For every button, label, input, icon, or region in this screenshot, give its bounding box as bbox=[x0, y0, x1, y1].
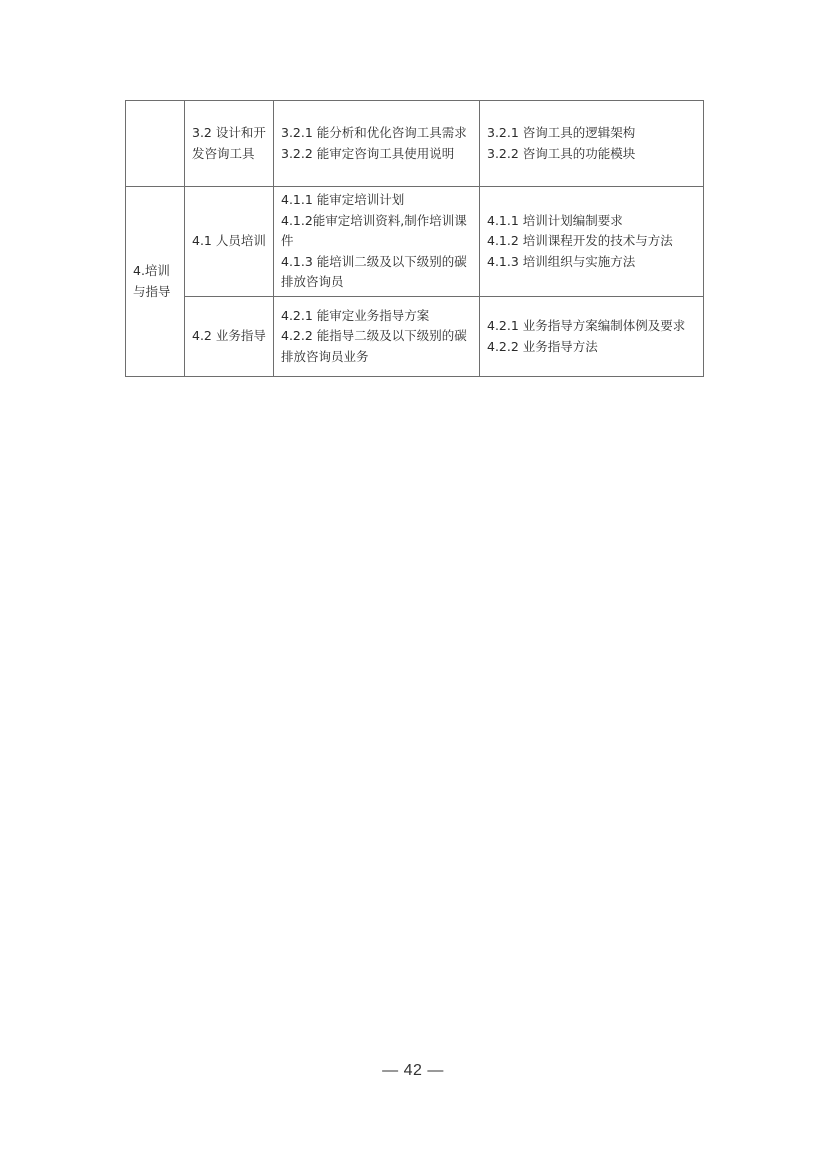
knowledge-item: 4.2.1 业务指导方案编制体例及要求 bbox=[487, 318, 686, 333]
table-row bbox=[126, 187, 704, 297]
skill-item: 4.1.1 能审定培训计划 bbox=[281, 192, 405, 208]
knowledge-requirements-cell bbox=[480, 297, 704, 377]
knowledge-requirements-cell bbox=[480, 187, 704, 297]
knowledge-item: 3.2.2 咨询工具的功能模块 bbox=[487, 145, 636, 161]
subcategory-cell: 4.1 人员培训 bbox=[185, 187, 274, 297]
knowledge-item: 4.1.3 培训组织与实施方法 bbox=[487, 253, 636, 269]
subcategory-cell: 4.2 业务指导 bbox=[185, 297, 274, 377]
skill-item: 4.2.2 能指导二级及以下级别的碳排放咨询员业务 bbox=[281, 328, 467, 364]
skill-requirements-cell bbox=[274, 297, 480, 377]
skills-requirements-table bbox=[125, 100, 704, 377]
category-cell: 4.培训与指导 bbox=[126, 187, 185, 377]
knowledge-item: 4.1.2 培训课程开发的技术与方法 bbox=[487, 233, 673, 249]
knowledge-requirements-cell bbox=[480, 101, 704, 187]
skill-requirements-cell bbox=[274, 101, 480, 187]
knowledge-item: 4.2.2 业务指导方法 bbox=[487, 338, 598, 354]
knowledge-item: 4.1.1 培训计划编制要求 bbox=[487, 212, 623, 228]
knowledge-item: 3.2.1 咨询工具的逻辑架构 bbox=[487, 125, 636, 140]
skill-item: 4.1.3 能培训二级及以下级别的碳排放咨询员 bbox=[281, 253, 467, 290]
page-number: — 42 — bbox=[382, 1062, 444, 1079]
skill-item: 3.2.1 能分析和优化咨询工具需求 bbox=[281, 125, 467, 140]
skill-item: 3.2.2 能审定咨询工具使用说明 bbox=[281, 145, 455, 161]
table-row bbox=[126, 297, 704, 377]
skill-item: 4.1.2能审定培训资料,制作培训课件 bbox=[281, 212, 467, 249]
skill-item: 4.2.1 能审定业务指导方案 bbox=[281, 307, 430, 323]
table-row bbox=[126, 101, 704, 187]
category-cell bbox=[126, 101, 185, 187]
subcategory-cell: 3.2 设计和开发咨询工具 bbox=[185, 101, 274, 187]
skill-requirements-cell bbox=[274, 187, 480, 297]
